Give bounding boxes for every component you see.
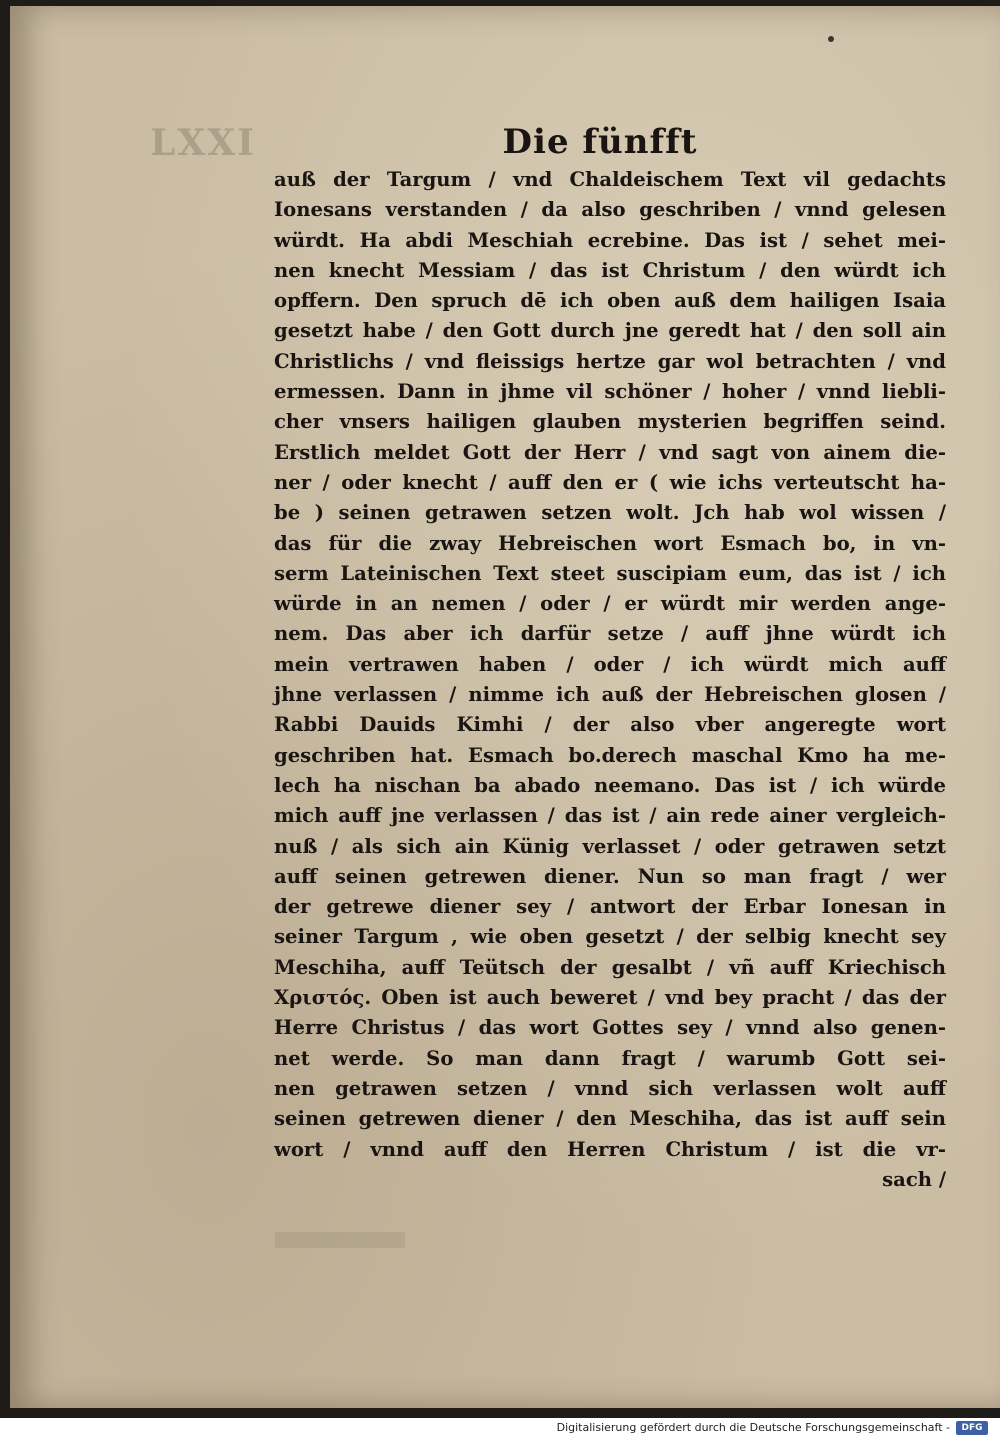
text-line: nen knecht Messiam / das ist Christum / den würdt ich (274, 258, 946, 282)
text-line: Ionesans verstanden / da also geschriben / vnnd gelesen (274, 198, 946, 222)
text-line: auß der Targum / vnd Chaldeischem Text vil gedachts (274, 168, 946, 191)
text-line: nem. Das aber ich darfür setze / auff jhne würdt ich (274, 622, 946, 646)
ink-spot (828, 36, 834, 42)
text-line: opffern. Den spruch dē ich oben auß dem hailigen Isaia (274, 289, 946, 313)
bleed-through-mark (275, 1232, 405, 1248)
text-line: jhne verlassen / nimme ich auß der Hebreischen glosen / (274, 683, 946, 707)
text-line: Meschiha, auff Teütsch der gesalbt / vñ auff Kriechisch (274, 955, 946, 979)
text-line: be ) seinen getrawen setzen wolt. Jch hab wol wissen / (274, 501, 946, 525)
body-text (274, 165, 946, 1195)
funding-credit: Digitalisierung gefördert durch die Deutsche Forschungsgemeinschaft - (556, 1421, 950, 1434)
text-line: Herre Christus / das wort Gottes sey / vnnd also genen- (274, 1016, 946, 1040)
text-line: ermessen. Dann in jhme vil schöner / hoher / vnnd liebli- (274, 380, 946, 404)
text-line: nuß / als sich ain Künig verlasset / oder getrawen setzt (274, 834, 946, 858)
text-line: Rabbi Dauids Kimhi / der also vber angeregte wort (274, 713, 946, 737)
text-line: mein vertrawen haben / oder / ich würdt mich auff (274, 652, 946, 676)
text-line: gesetzt habe / den Gott durch jne geredt hat / den soll ain (274, 319, 946, 343)
bleed-through-text: LXXI (150, 122, 257, 164)
catchword: sach / (882, 1167, 946, 1191)
text-line: Χριστός. Oben ist auch beweret / vnd bey pracht / das der (274, 986, 946, 1010)
text-line: net werde. So man dann fragt / warumb Gott sei- (274, 1046, 946, 1070)
text-line: der getrewe diener sey / antwort der Erbar Ionesan in (274, 895, 946, 919)
text-line: würdt. Ha abdi Meschiah ecrebine. Das ist / sehet mei- (274, 228, 946, 252)
text-line: Erstlich meldet Gott der Herr / vnd sagt von ainem die- (274, 440, 946, 464)
text-line: seinen getrewen diener / den Meschiha, das ist auff sein (274, 1107, 946, 1131)
text-line: nen getrawen setzen / vnnd sich verlassen wolt auff (274, 1076, 946, 1100)
text-line: cher vnsers hailigen glauben mysterien begriffen seind. (274, 410, 946, 434)
text-line: serm Lateinischen Text steet suscipiam eum, das ist / ich (274, 561, 946, 585)
dfg-logo: DFG (956, 1421, 988, 1435)
text-line: seiner Targum , wie oben gesetzt / der selbig knecht sey (274, 925, 946, 949)
text-line: würde in an nemen / oder / er würdt mir werden ange- (274, 592, 946, 616)
text-line: geschriben hat. Esmach bo.derech maschal Kmo ha me- (274, 743, 946, 767)
text-line: Christlichs / vnd fleissigs hertze gar wol betrachten / vnd (274, 349, 946, 373)
text-line: auff seinen getrewen diener. Nun so man fragt / wer (274, 864, 946, 888)
page-header: Die fünfft (502, 122, 698, 162)
text-line: ner / oder knecht / auff den er ( wie ichs verteutscht ha- (274, 470, 946, 494)
credit-bar (0, 1418, 1000, 1439)
text-line: mich auff jne verlassen / das ist / ain rede ainer vergleich- (274, 804, 946, 828)
text-line: wort / vnnd auff den Herren Christum / ist die vr- (274, 1137, 946, 1161)
text-line: lech ha nischan ba abado neemano. Das ist / ich würde (274, 773, 946, 797)
text-line: das für die zway Hebreischen wort Esmach bo, in vn- (274, 531, 946, 555)
